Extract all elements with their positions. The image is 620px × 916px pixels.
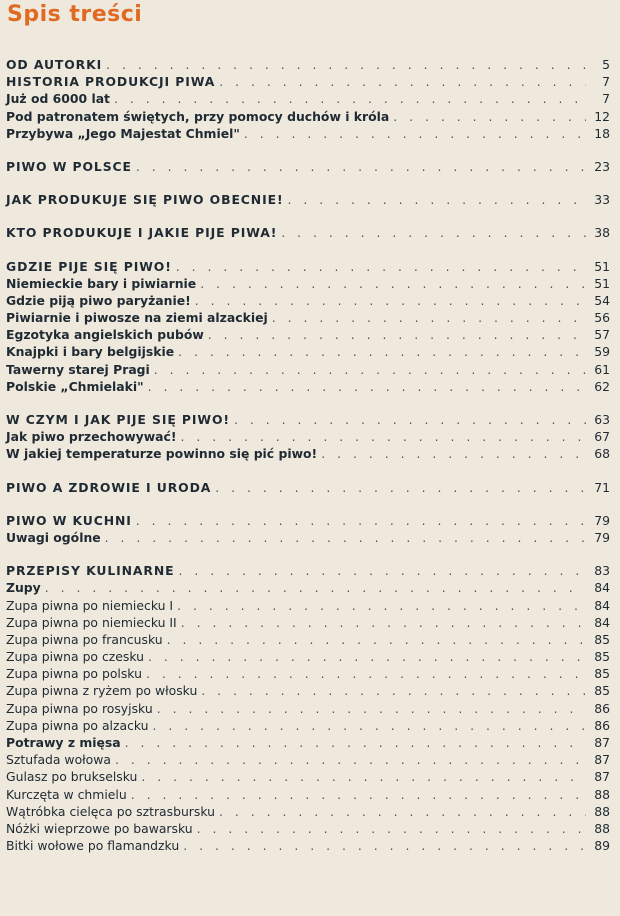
- toc-entry-page-number: 56: [594, 310, 610, 326]
- toc-entry: [6, 56, 610, 73]
- toc-entry-page-number: 85: [594, 631, 610, 647]
- toc-entry-title: Zupa piwna po alzacku: [6, 717, 149, 733]
- toc-entry-page-number: 87: [594, 735, 610, 750]
- toc-entry-title: Tawerny starej Pragi: [6, 361, 150, 377]
- dot-leader: [244, 125, 586, 142]
- toc-entry: [6, 837, 610, 854]
- toc-entry-page-number: 88: [594, 786, 610, 802]
- dot-leader: [148, 378, 586, 395]
- dot-leader: [181, 428, 586, 445]
- toc-entry: [6, 158, 610, 175]
- toc-entry: [6, 191, 610, 208]
- page-title: Spis treści: [7, 2, 143, 27]
- toc-entry: [6, 682, 610, 699]
- toc-entry: [6, 803, 610, 820]
- toc-entry-title: OD AUTORKI: [6, 57, 103, 72]
- toc-entry: [6, 562, 610, 579]
- toc-entry-page-number: 89: [594, 838, 610, 854]
- dot-leader: [215, 479, 586, 496]
- toc-entry-title: KTO PRODUKUJE I JAKIE PIJE PIWA!: [6, 225, 278, 241]
- dot-leader: [197, 820, 586, 837]
- toc-entry: [6, 73, 610, 90]
- toc-entry-title: W CZYM I JAK PIJE SIĘ PIWO!: [6, 412, 230, 427]
- toc-entry-page-number: 67: [594, 429, 610, 445]
- dot-leader: [393, 108, 586, 125]
- toc-entry: [6, 512, 610, 529]
- toc-entry-title: Knajpki i bary belgijskie: [6, 344, 175, 360]
- toc-entry: [6, 326, 610, 343]
- dot-leader: [219, 73, 586, 90]
- toc-entry-page-number: 88: [594, 803, 610, 819]
- toc-entry-page-number: 88: [594, 820, 610, 836]
- toc-entry-page-number: 85: [594, 683, 610, 699]
- dot-leader: [321, 445, 586, 462]
- toc-entry-page-number: 33: [594, 192, 610, 208]
- toc-entry-title: Zupa piwna po niemiecku II: [6, 614, 177, 630]
- dot-leader: [131, 786, 586, 803]
- toc-entry-page-number: 86: [594, 700, 610, 716]
- dot-leader: [136, 512, 586, 529]
- toc-entry: [6, 224, 610, 241]
- toc-entry: [6, 786, 610, 803]
- toc-entry-page-number: 68: [594, 446, 610, 462]
- toc-entry: [6, 734, 610, 751]
- dot-leader: [178, 562, 586, 579]
- toc-entry: [6, 428, 610, 445]
- toc-entry-page-number: 79: [594, 529, 610, 545]
- toc-entry: [6, 820, 610, 837]
- dot-leader: [157, 700, 586, 717]
- dot-leader: [45, 579, 586, 596]
- toc-entry-title: Potrawy z mięsa: [6, 735, 121, 750]
- dot-leader: [195, 292, 586, 309]
- toc-entry-page-number: 7: [602, 91, 610, 107]
- toc-entry: [6, 90, 610, 107]
- toc-entry: [6, 597, 610, 614]
- dot-leader: [106, 56, 586, 73]
- table-of-contents: [6, 56, 610, 854]
- toc-entry-title: Sztufada wołowa: [6, 752, 111, 768]
- dot-leader: [178, 343, 586, 360]
- toc-entry-title: GDZIE PIJE SIĘ PIWO!: [6, 258, 172, 274]
- toc-entry: [6, 361, 610, 378]
- toc-entry-page-number: 87: [594, 752, 610, 768]
- dot-leader: [115, 751, 586, 768]
- toc-entry-page-number: 12: [594, 108, 610, 124]
- toc-entry-title: Zupy: [6, 580, 41, 596]
- toc-entry-page-number: 86: [594, 717, 610, 733]
- dot-leader: [148, 648, 586, 665]
- dot-leader: [177, 597, 586, 614]
- dot-leader: [272, 309, 586, 326]
- toc-entry-title: Zupa piwna po rosyjsku: [6, 700, 153, 716]
- toc-entry-page-number: 7: [602, 74, 610, 90]
- toc-entry: [6, 700, 610, 717]
- dot-leader: [125, 734, 586, 751]
- dot-leader: [219, 803, 586, 820]
- dot-leader: [167, 631, 586, 648]
- dot-leader: [154, 361, 586, 378]
- toc-entry-page-number: 5: [602, 57, 610, 72]
- toc-entry-title: PIWO W POLSCE: [6, 158, 132, 174]
- toc-entry-title: HISTORIA PRODUKCJI PIWA: [6, 74, 216, 90]
- toc-entry-title: PIWO A ZDROWIE I URODA: [6, 479, 212, 495]
- dot-leader: [234, 411, 586, 428]
- toc-entry: [6, 665, 610, 682]
- toc-entry-page-number: 23: [594, 158, 610, 174]
- toc-entry: [6, 445, 610, 462]
- toc-entry-title: Gdzie piją piwo paryżanie!: [6, 292, 191, 308]
- toc-entry-page-number: 54: [594, 292, 610, 308]
- toc-entry-page-number: 59: [594, 344, 610, 360]
- toc-entry-page-number: 85: [594, 666, 610, 682]
- toc-entry-title: Jak piwo przechowywać!: [6, 429, 177, 445]
- toc-entry-page-number: 38: [594, 225, 610, 241]
- dot-leader: [281, 224, 586, 241]
- toc-entry: [6, 648, 610, 665]
- toc-entry-page-number: 61: [594, 361, 610, 377]
- toc-entry: [6, 614, 610, 631]
- toc-entry-page-number: 18: [594, 125, 610, 141]
- toc-entry-page-number: 62: [594, 378, 610, 394]
- toc-entry-title: PIWO W KUCHNI: [6, 512, 132, 528]
- toc-entry-page-number: 57: [594, 327, 610, 343]
- dot-leader: [200, 275, 586, 292]
- toc-entry-page-number: 85: [594, 649, 610, 665]
- toc-entry: [6, 717, 610, 734]
- dot-leader: [146, 665, 586, 682]
- dot-leader: [153, 717, 586, 734]
- toc-entry-page-number: 87: [594, 769, 610, 785]
- toc-entry-title: Zupa piwna po czesku: [6, 649, 144, 665]
- toc-entry-title: Zupa piwna po niemiecku I: [6, 597, 174, 613]
- toc-entry: [6, 378, 610, 395]
- dot-leader: [176, 258, 586, 275]
- toc-entry-title: Zupa piwna po polsku: [6, 666, 142, 682]
- toc-entry-page-number: 84: [594, 597, 610, 613]
- toc-entry-title: PRZEPISY KULINARNE: [6, 563, 175, 579]
- toc-entry: [6, 529, 610, 546]
- toc-entry: [6, 768, 610, 785]
- dot-leader: [183, 837, 586, 854]
- toc-entry-title: Zupa piwna z ryżem po włosku: [6, 683, 198, 699]
- toc-entry-page-number: 84: [594, 614, 610, 630]
- toc-entry-title: JAK PRODUKUJE SIĘ PIWO OBECNIE!: [6, 192, 284, 208]
- toc-entry: [6, 343, 610, 360]
- toc-entry-title: Niemieckie bary i piwiarnie: [6, 275, 197, 291]
- dot-leader: [181, 614, 586, 631]
- toc-entry: [6, 579, 610, 596]
- toc-entry: [6, 108, 610, 125]
- toc-entry-title: Już od 6000 lat: [6, 91, 110, 107]
- dot-leader: [288, 191, 587, 208]
- toc-entry-title: Gulasz po brukselsku: [6, 769, 138, 785]
- toc-entry-title: Pod patronatem świętych, przy pomocy duchów i króla: [6, 108, 390, 124]
- toc-entry: [6, 258, 610, 275]
- dot-leader: [201, 682, 586, 699]
- toc-entry-title: Kurczęta w chmielu: [6, 786, 127, 802]
- toc-entry-page-number: 51: [594, 258, 610, 274]
- dot-leader: [141, 768, 586, 785]
- toc-entry-page-number: 71: [594, 479, 610, 495]
- dot-leader: [114, 90, 586, 107]
- toc-entry: [6, 275, 610, 292]
- toc-entry-page-number: 79: [594, 512, 610, 528]
- toc-entry-page-number: 63: [594, 412, 610, 427]
- toc-entry-title: Uwagi ogólne: [6, 529, 101, 545]
- toc-entry-title: Przybywa „Jego Majestat Chmiel": [6, 125, 240, 141]
- toc-entry: [6, 292, 610, 309]
- toc-entry-title: Polskie „Chmielaki": [6, 378, 144, 394]
- toc-entry-title: W jakiej temperaturze powinno się pić piwo!: [6, 446, 318, 462]
- toc-entry: [6, 751, 610, 768]
- toc-entry-page-number: 51: [594, 275, 610, 291]
- toc-entry-title: Bitki wołowe po flamandzku: [6, 838, 180, 854]
- toc-entry: [6, 479, 610, 496]
- toc-entry: [6, 411, 610, 428]
- dot-leader: [105, 529, 586, 546]
- toc-entry-title: Nóżki wieprzowe po bawarsku: [6, 820, 193, 836]
- dot-leader: [136, 158, 586, 175]
- toc-entry: [6, 631, 610, 648]
- toc-entry-page-number: 83: [594, 563, 610, 579]
- toc-entry-page-number: 84: [594, 580, 610, 596]
- toc-entry-title: Egzotyka angielskich pubów: [6, 327, 204, 343]
- toc-entry-title: Wątróbka cielęca po sztrasbursku: [6, 803, 216, 819]
- toc-entry-title: Zupa piwna po francusku: [6, 631, 163, 647]
- toc-entry-title: Piwiarnie i piwosze na ziemi alzackiej: [6, 310, 268, 326]
- toc-entry: [6, 125, 610, 142]
- dot-leader: [208, 326, 586, 343]
- toc-entry: [6, 309, 610, 326]
